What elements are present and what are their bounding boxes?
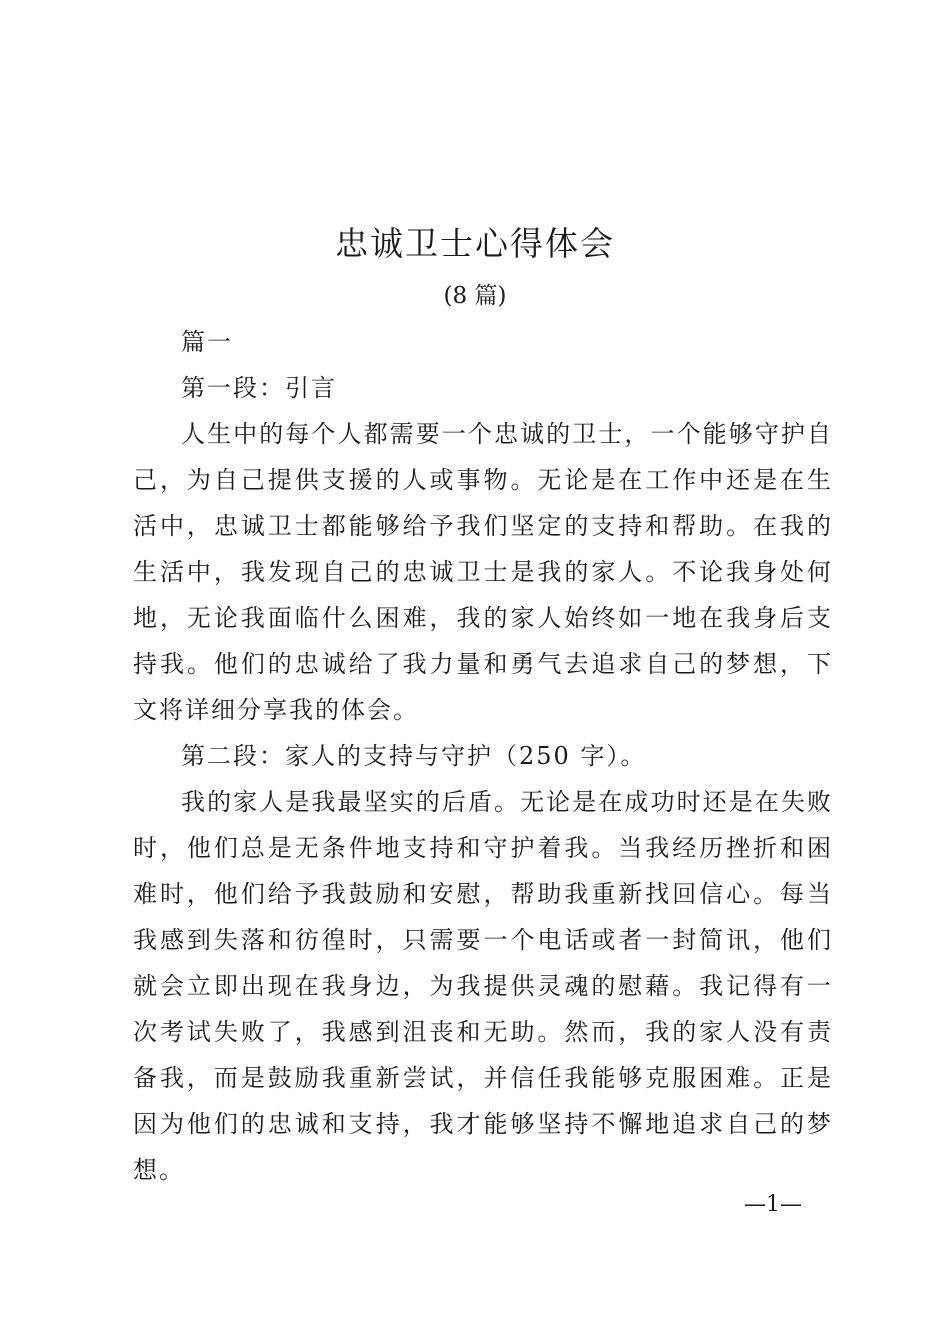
paragraph-1-heading: 第一段：引言 [181, 374, 337, 402]
page-number: —1— [744, 1192, 802, 1217]
section-label: 篇一 [181, 328, 233, 356]
document-subtitle: (8 篇) [443, 283, 507, 309]
document-title: 忠诚卫士心得体会 [335, 224, 615, 263]
document-body [133, 319, 833, 1193]
paragraph-2-heading: 第二段：家人的支持与守护（250 字）。 [181, 742, 647, 770]
paragraph-2: 我的家人是我最坚实的后盾。无论是在成功时还是在失败时，他们总是无条件地支持和守护着我。当我经历挫折和困难时，他们给予我鼓励和安慰，帮助我重新找回信心。每当我感到失落和彷徨时，只需要一个电话或者一封简讯，他们就会立即出现在我身边，为我提供灵魂的慰藉。我记得有一次考试失败了，我感到沮丧和无助。然而，我的家人没有责备我，而是鼓励我重新尝试，并信任我能够克服困难。正是因为他们的忠诚和支持，我才能够坚持不懈地追求自己的梦想。 [133, 788, 833, 1184]
paragraph-1: 人生中的每个人都需要一个忠诚的卫士，一个能够守护自己，为自己提供支援的人或事物。无论是在工作中还是在生活中，忠诚卫士都能够给予我们坚定的支持和帮助。在我的生活中，我发现自己的忠诚卫士是我的家人。不论我身处何地，无论我面临什么困难，我的家人始终如一地在我身后支持我。他们的忠诚给了我力量和勇气去追求自己的梦想，下文将详细分享我的体会。 [133, 420, 833, 724]
